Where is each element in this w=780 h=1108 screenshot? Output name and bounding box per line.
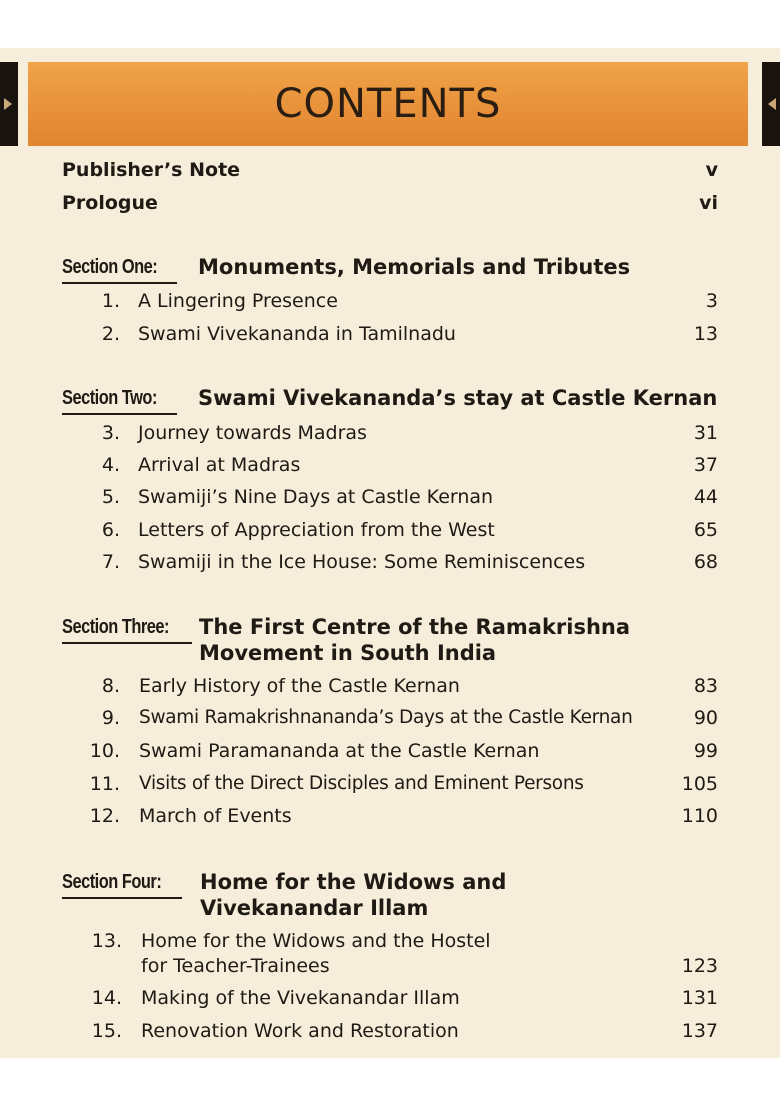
entry-page: 99 [693,740,718,762]
entry-title: Making of the Vivekanandar Illam [141,987,460,1009]
toc-entry [0,982,780,1014]
entry-title: Swamiji in the Ice House: Some Reminiscences [138,551,586,573]
page-title: CONTENTS [274,81,502,127]
entry-page: 37 [693,454,718,476]
entry-title: Swami Vivekananda in Tamilnadu [138,323,456,345]
front-matter-page: vi [699,192,718,214]
entry-title: A Lingering Presence [138,290,338,312]
entry-page: 68 [693,551,718,573]
entry-page: 44 [693,486,718,508]
entry-number: 10. [89,740,120,762]
entry-title: Renovation Work and Restoration [141,1020,459,1042]
entry-number: 1. [101,290,120,312]
section-label: Section Three: [62,616,170,638]
entry-number: 5. [101,486,120,508]
entry-title-line: for Teacher-Trainees [141,955,330,977]
entry-page: 3 [705,290,718,312]
toc-entry [0,925,780,983]
entry-page: 83 [693,675,718,697]
entry-number: 2. [101,323,120,345]
entry-page: 31 [693,422,718,444]
toc-entry [0,417,780,449]
toc-entry [0,514,780,546]
entry-page: 65 [693,519,718,541]
entry-page: 90 [693,707,718,729]
entry-title-line: Home for the Widows and the Hostel [141,930,491,952]
entry-number: 9. [101,707,120,729]
toc-entry [0,318,780,350]
section-label: Section Four: [62,871,162,893]
toc-entry [0,670,780,702]
toc-entry [0,449,780,481]
entry-number: 14. [91,987,122,1009]
front-matter-row [0,154,780,186]
section-title-line: Movement in South India [199,641,497,665]
toc-entry [0,768,780,800]
entry-number: 4. [101,454,120,476]
section-label: Section One: [62,256,158,278]
entry-number: 13. [91,930,122,952]
section-title-line: Vivekanandar Illam [200,896,429,920]
section-label-underline [62,413,177,415]
entry-title: Swami Ramakrishnananda’s Days at the Castle Kernan [139,707,633,728]
entry-title: Arrival at Madras [138,454,301,476]
section-label-underline [62,282,177,284]
entry-page: 13 [693,323,718,345]
section-title: Monuments, Memorials and Tributes [198,255,631,279]
entry-number: 12. [89,805,120,827]
section-label-underline [62,897,182,899]
entry-number: 11. [89,773,120,795]
front-matter-title: Prologue [62,192,158,214]
section-heading [62,385,742,415]
section-label-underline [62,642,192,644]
entry-number: 6. [101,519,120,541]
section-heading [62,614,742,670]
toc-entry [0,546,780,578]
entry-number: 15. [91,1020,122,1042]
section-heading [62,869,742,925]
toc-entry [0,1015,780,1047]
toc-entry [0,285,780,317]
toc-entry [0,735,780,767]
entry-title: Swami Paramananda at the Castle Kernan [139,740,540,762]
entry-title: Swamiji’s Nine Days at Castle Kernan [138,486,494,508]
left-edge-tab [0,62,18,146]
right-edge-tab [762,62,780,146]
entry-title: Visits of the Direct Disciples and Eminent Persons [139,773,584,794]
entry-title: Letters of Appreciation from the West [138,519,495,541]
toc-entry [0,481,780,513]
front-matter-title: Publisher’s Note [62,159,241,181]
section-title: Swami Vivekananda’s stay at Castle Kernan [198,386,718,410]
section-title-line: The First Centre of the Ramakrishna [199,615,631,639]
entry-number: 3. [101,422,120,444]
entry-number: 8. [101,675,120,697]
toc-entry [0,702,780,734]
toc-entry [0,800,780,832]
front-matter-page: v [705,159,718,181]
contents-banner [28,62,748,146]
entry-page: 105 [681,773,718,795]
entry-title: Journey towards Madras [138,422,367,444]
section-title-line: Home for the Widows and [200,870,507,894]
section-heading [62,254,742,284]
entry-title: March of Events [139,805,292,827]
entry-page: 131 [681,987,718,1009]
entry-page: 123 [681,955,718,977]
entry-title: Early History of the Castle Kernan [139,675,460,697]
entry-page: 110 [681,805,718,827]
section-label: Section Two: [62,387,157,409]
entry-page: 137 [681,1020,718,1042]
front-matter-row [0,187,780,219]
entry-number: 7. [101,551,120,573]
